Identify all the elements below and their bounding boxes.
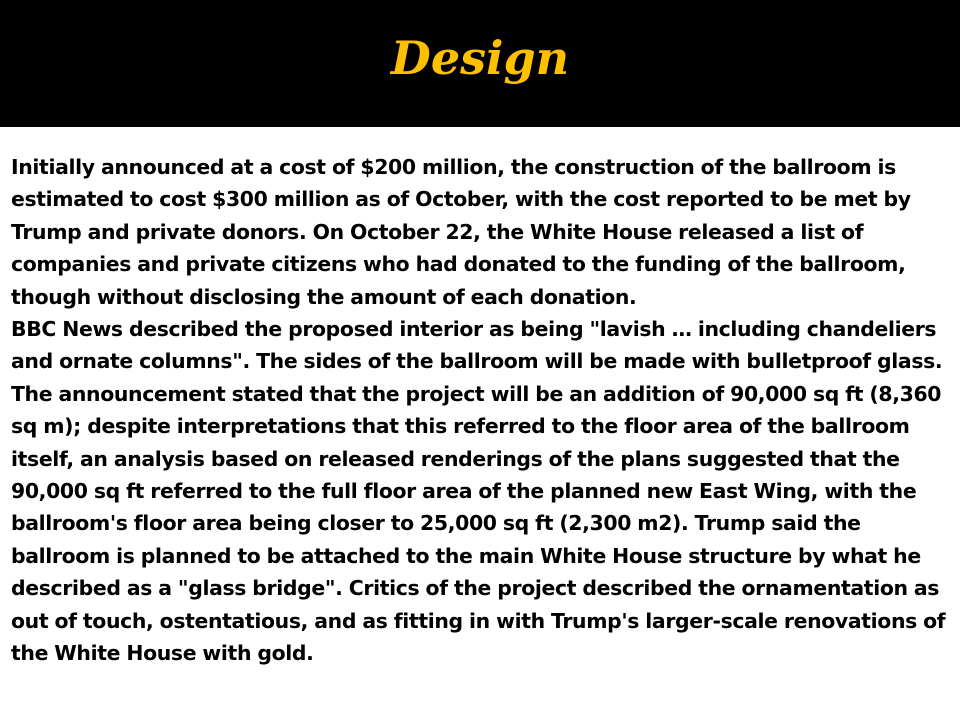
body-paragraph-2: BBC News described the proposed interior as being "lavish … including chandeliers and ornate columns". The sides of the ballroom will be made with bulletproof glass. The announcement stated that the project will be an addition of 90,000 sq ft (8,360 sq m); despite interpretations that this referred to the floor area of the ballroom itself, an analysis based on released renderings of the plans suggested that the 90,000 sq ft referred to the full floor area of the planned new East Wing, with the ballroom's floor area being closer to 25,000 sq ft (2,300 m2). Trump said the ballroom is planned to be attached to the main White House structure by what he described as a "glass bridge". Critics of the project described the ornamentation as out of touch, ostentatious, and as fitting in with Trump's larger-scale renovations of the White House with gold.: [11, 317, 946, 666]
slide-title: Design: [390, 31, 570, 85]
body-paragraph-1: Initially announced at a cost of $200 million, the construction of the ballroom is estimated to cost $300 million as of October, with the cost reported to be met by Trump and private donors. On October 22, the White House released a list of companies and private citizens who had donated to the funding of the ballroom, though without disclosing the amount of each donation.: [11, 155, 911, 309]
slide-body: [11, 151, 956, 670]
title-bar: [0, 0, 960, 127]
